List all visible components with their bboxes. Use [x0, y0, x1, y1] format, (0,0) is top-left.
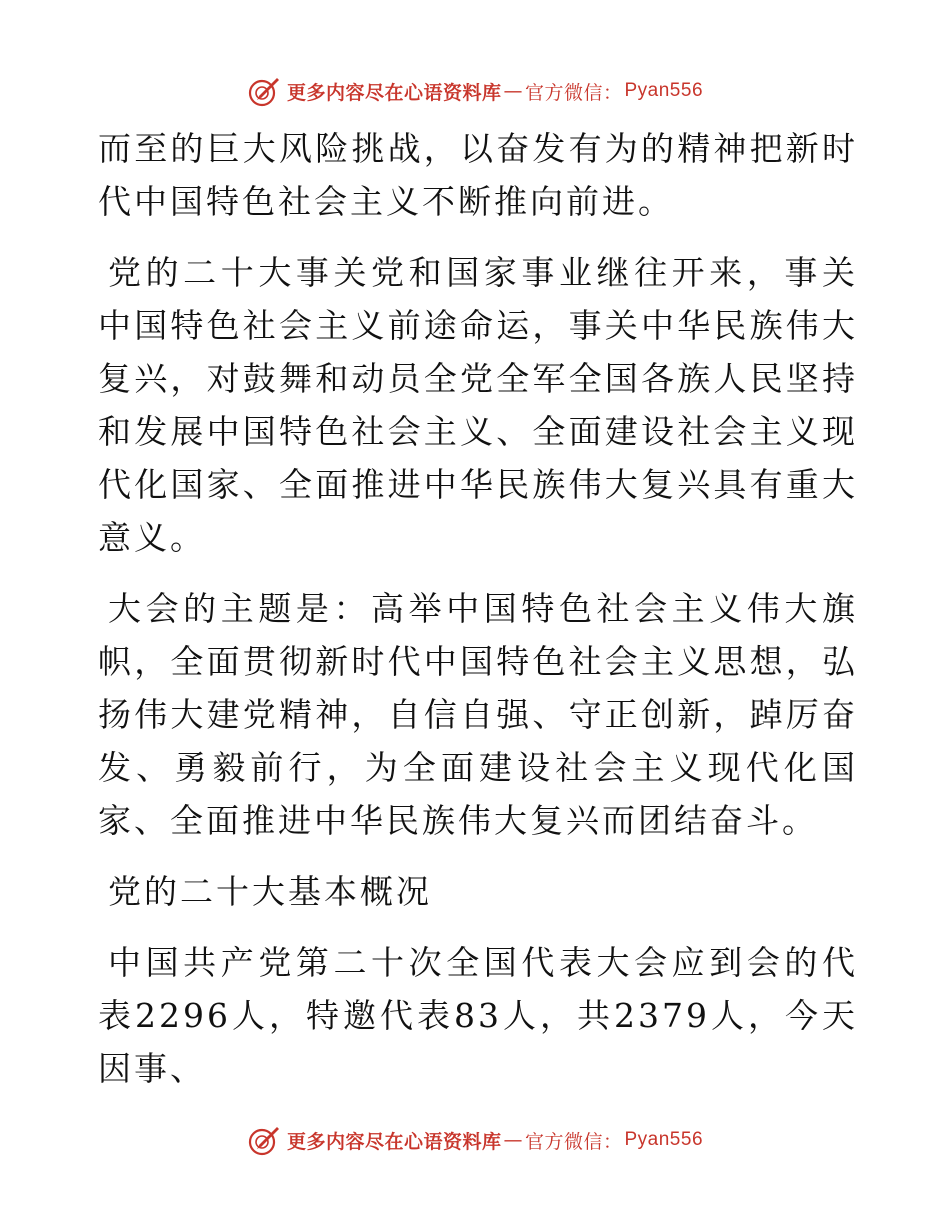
paragraph-theme: 大会的主题是：高举中国特色社会主义伟大旗帜，全面贯彻新时代中国特色社会主义思想，弘扬伟大建党精神，自信自强、守正创新，踔厉奋发、勇毅前行，为全面建设社会主义现代化国家、全面推进中华民族伟大复兴而团结奋斗。: [98, 589, 858, 840]
paragraph-significance: 党的二十大事关党和国家事业继往开来，事关中国特色社会主义前途命运，事关中华民族伟大复兴，对鼓舞和动员全党全军全国各族人民坚持和发展中国特色社会主义、全面建设社会主义现代化国家、全面推进中华民族伟大复兴具有重大意义。: [98, 253, 858, 557]
watermark-wechat-id: Pyan556: [624, 80, 704, 101]
watermark-main-text: 更多内容尽在心语资料库: [286, 81, 502, 104]
quill-pen-logo-icon: [247, 1123, 281, 1157]
watermark-dash: —: [503, 80, 523, 102]
watermark-official-label: 官方微信：: [524, 81, 623, 104]
paragraph-continuation: 而至的巨大风险挑战，以奋发有为的精神把新时代中国特色社会主义不断推向前进。: [98, 129, 858, 221]
watermark-wechat-id: Pyan556: [624, 1129, 704, 1150]
section-heading: 党的二十大基本概况: [108, 872, 432, 911]
header-watermark: [0, 71, 950, 111]
watermark-dash: —: [503, 1129, 523, 1151]
watermark-official-label: 官方微信：: [524, 1130, 623, 1153]
watermark-main-text: 更多内容尽在心语资料库: [286, 1130, 502, 1153]
quill-pen-logo-icon: [247, 74, 281, 108]
footer-watermark: [0, 1120, 950, 1160]
document-body: [98, 122, 858, 1113]
paragraph-delegates: 中国共产党第二十次全国代表大会应到会的代表2296人，特邀代表83人，共2379人，今天因事、: [98, 943, 858, 1088]
